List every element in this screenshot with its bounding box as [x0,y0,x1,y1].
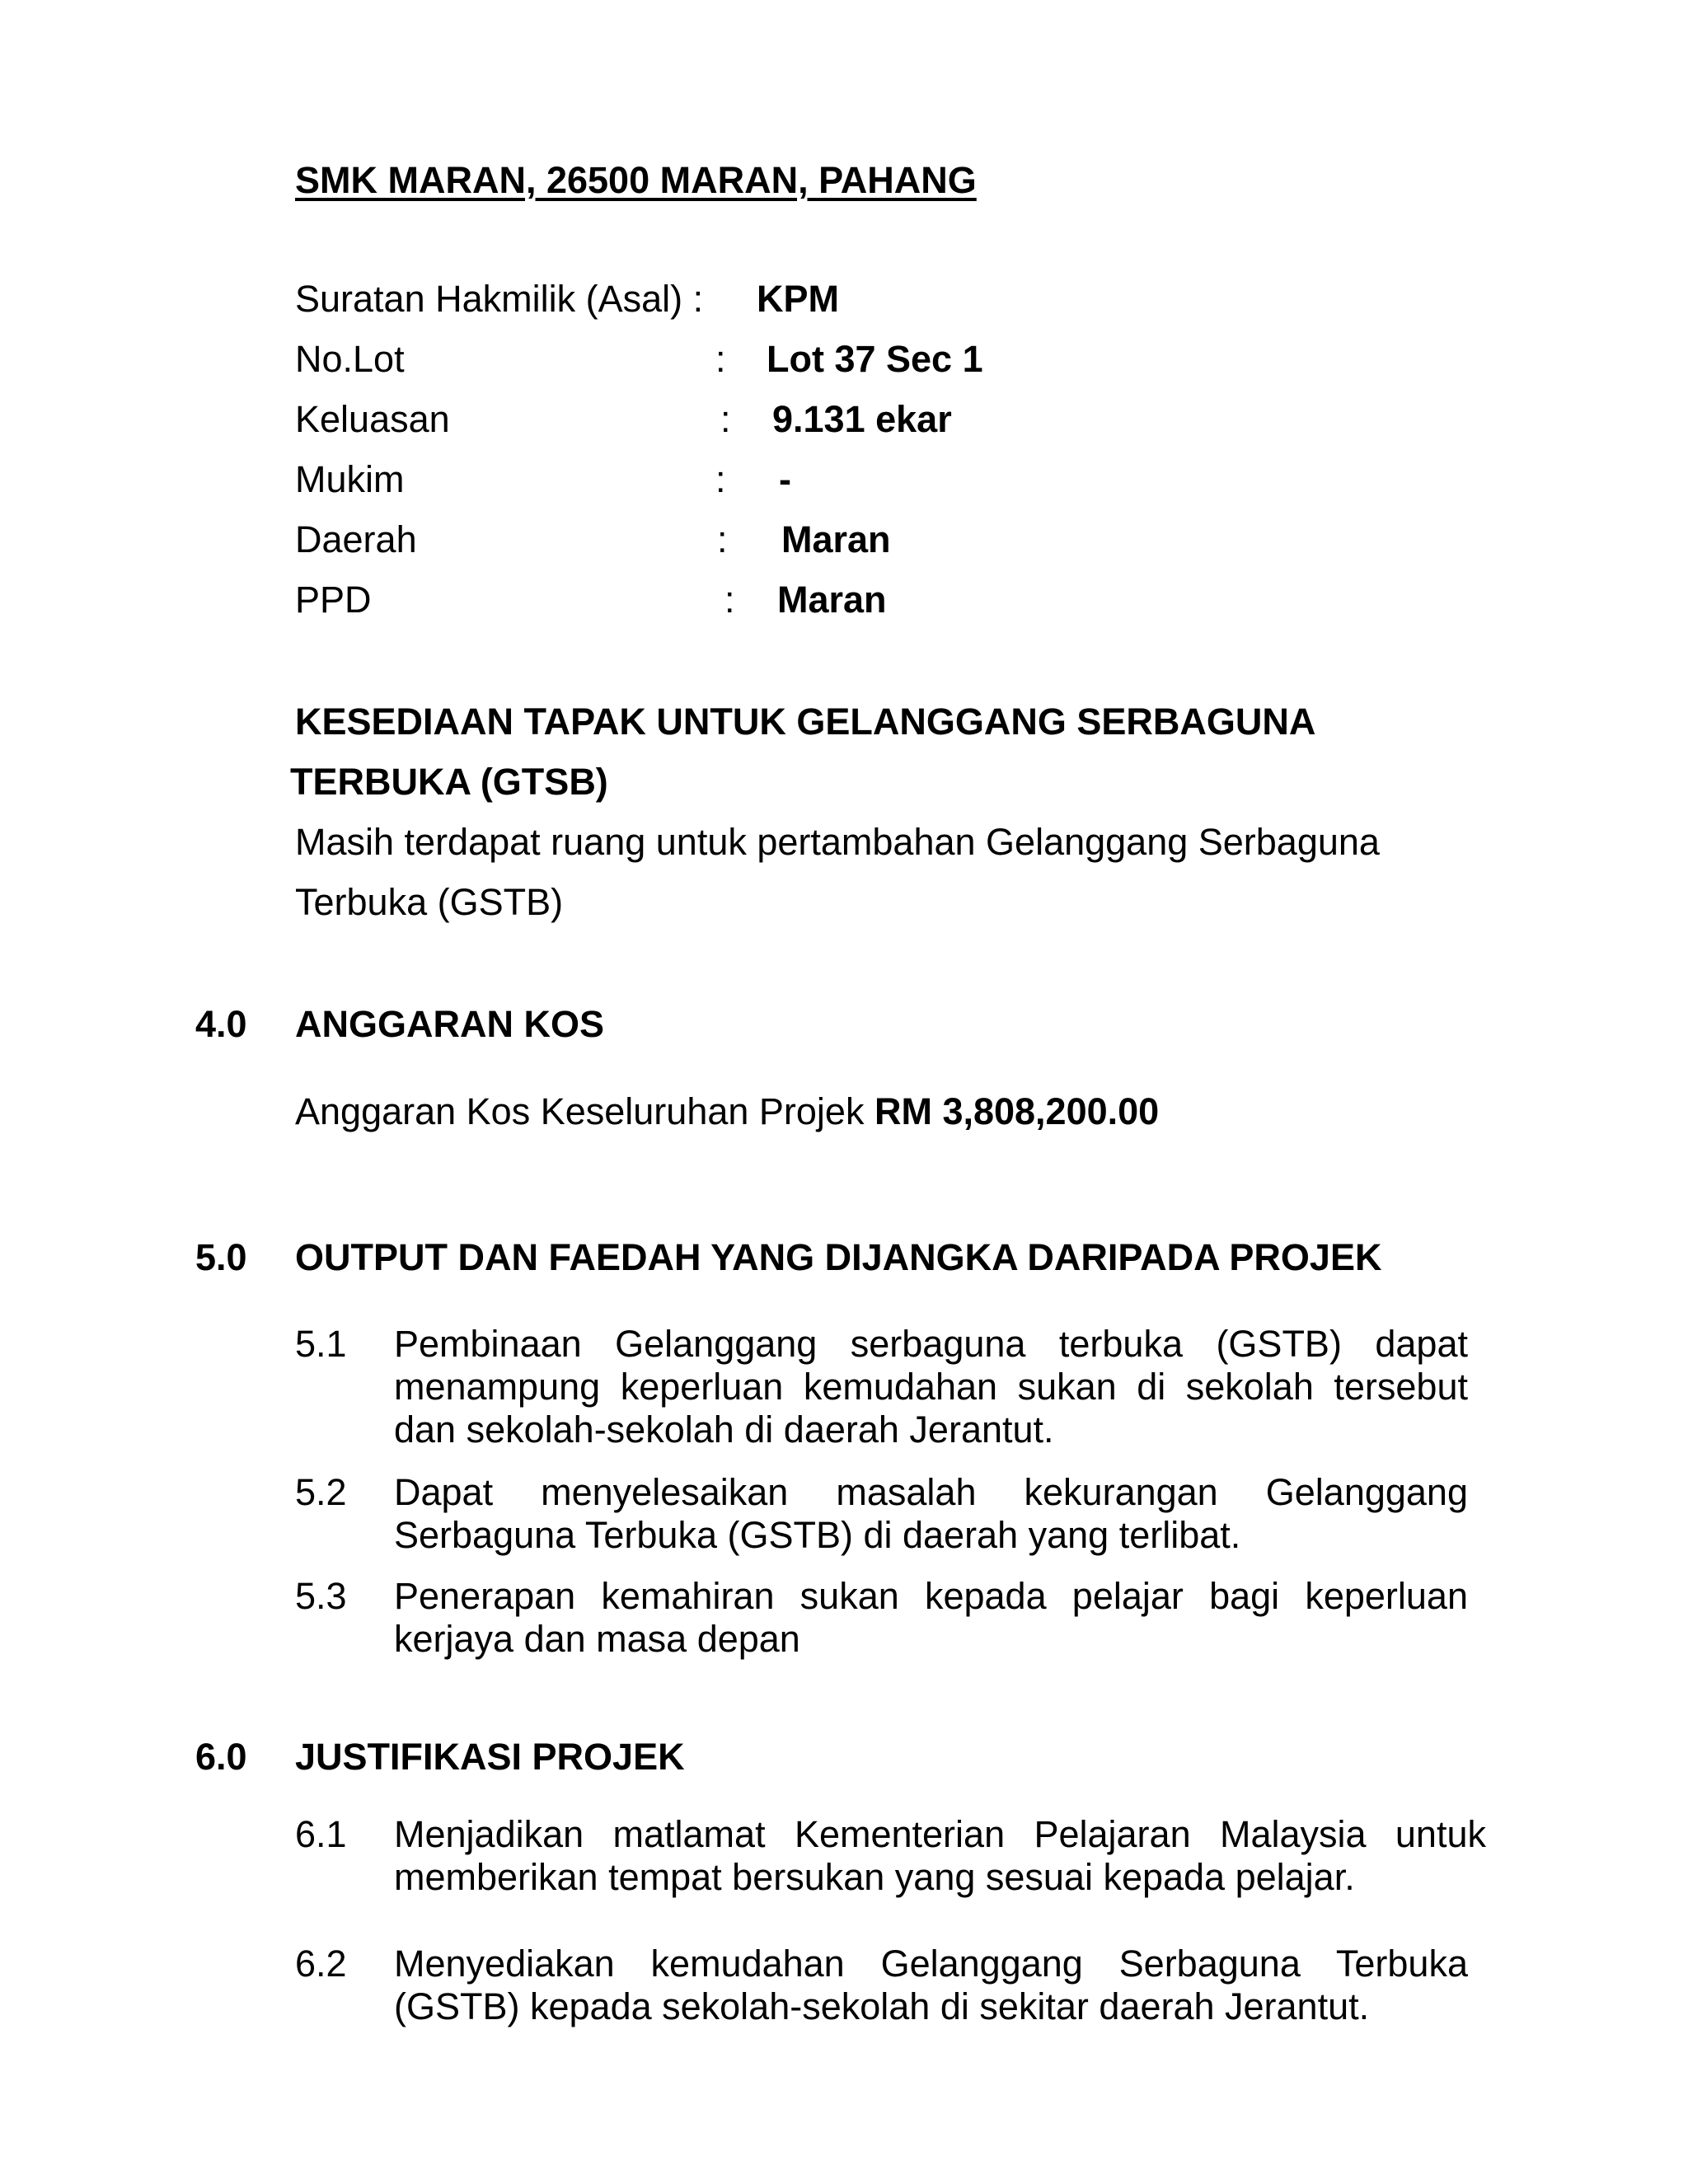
info-value: KPM [757,278,839,320]
item-text: Dapat menyelesaikan masalah kekurangan Gelanggang Serbaguna Terbuka (GSTB) di daerah yang terlibat. [394,1471,1468,1556]
info-value: - [779,458,791,500]
item-text: Menjadikan matlamat Kementerian Pelajaran Malaysia untuk memberikan tempat bersukan yang sesuai kepada pelajar. [394,1813,1486,1898]
site-body: Masih terdapat ruang untuk pertambahan Gelanggang Serbaguna Terbuka (GSTB) [295,821,1380,923]
item-number: 5.1 [295,1323,347,1365]
info-row-ppd [0,579,1688,628]
item-text: Penerapan kemahiran sukan kepada pelajar bagi keperluan kerjaya dan masa depan [394,1575,1468,1660]
info-label: Daerah [295,518,417,560]
info-label: PPD [295,579,372,621]
info-label: No.Lot [295,338,405,380]
info-row-suratan [0,278,1688,327]
cost-line [295,1090,1159,1133]
page-heading: SMK MARAN, 26500 MARAN, PAHANG [295,159,977,201]
section-title: ANGGARAN KOS [295,1003,605,1045]
info-colon: : [724,579,735,621]
info-label: Suratan Hakmilik (Asal) : [295,278,704,320]
cost-amount: RM 3,808,200.00 [874,1090,1160,1132]
section-number: 5.0 [195,1236,247,1278]
info-colon: : [715,338,726,380]
info-label: Mukim [295,458,405,500]
item-text: Menyediakan kemudahan Gelanggang Serbaguna Terbuka (GSTB) kepada sekolah-sekolah di sekitar daerah Jerantut. [394,1943,1468,2027]
info-row-daerah [0,518,1688,568]
info-label: Keluasan [295,398,450,440]
item-number: 5.2 [295,1471,347,1513]
info-colon: : [717,518,728,560]
info-colon: : [715,458,726,500]
item-number: 5.3 [295,1575,347,1617]
info-colon: : [720,398,731,440]
info-row-lot [0,338,1688,387]
item-number: 6.1 [295,1813,347,1855]
item-text: Pembinaan Gelanggang serbaguna terbuka (GSTB) dapat menampung keperluan kemudahan sukan di sekolah tersebut dan sekolah-sekolah di daerah Jerantut. [394,1323,1468,1451]
section-number: 4.0 [195,1003,247,1045]
site-title-line2: TERBUKA (GTSB) [290,761,608,803]
info-value: 9.131 ekar [772,398,952,440]
cost-text: Anggaran Kos Keseluruhan Projek [295,1090,874,1132]
info-value: Lot 37 Sec 1 [767,338,983,380]
section-number: 6.0 [195,1736,247,1778]
info-value: Maran [781,518,891,560]
section-title: JUSTIFIKASI PROJEK [295,1736,685,1778]
section-title: OUTPUT DAN FAEDAH YANG DIJANGKA DARIPADA PROJEK [295,1236,1382,1278]
info-row-mukim [0,458,1688,508]
info-value: Maran [777,579,887,621]
item-number: 6.2 [295,1943,347,1985]
info-row-keluasan [0,398,1688,448]
site-title-line1: KESEDIAAN TAPAK UNTUK GELANGGANG SERBAGUNA [295,701,1316,743]
